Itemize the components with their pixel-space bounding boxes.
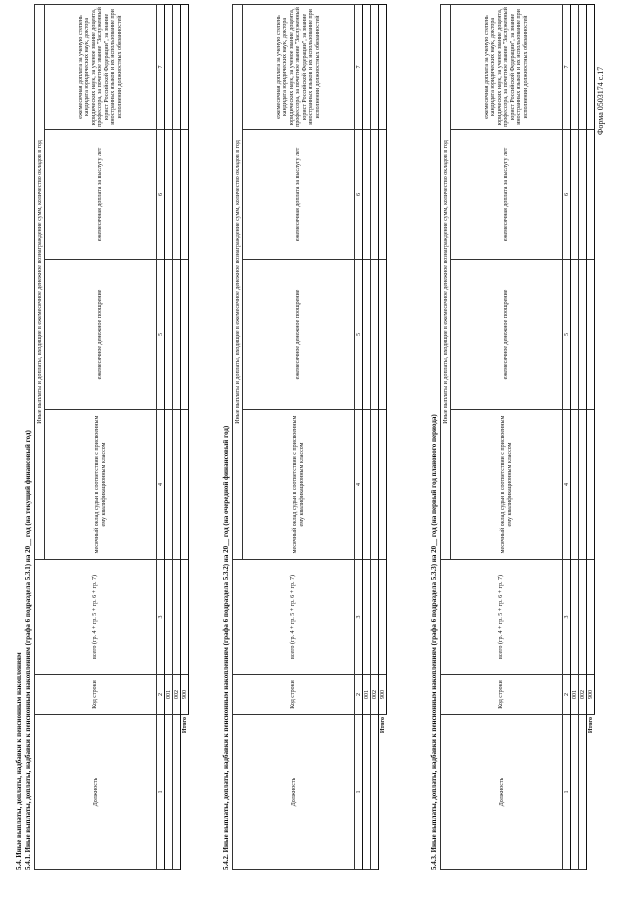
col-number: 7 <box>563 4 571 129</box>
table-cell[interactable] <box>379 410 387 560</box>
total-label: Итого <box>379 715 387 870</box>
table-cell[interactable] <box>571 130 579 260</box>
total-code: 900 <box>181 675 189 715</box>
col-group-header: Иные выплаты и доплаты, входящие в ежемесячное денежное вознаграждение сумм, количество окладов в год <box>441 4 451 559</box>
table-cell[interactable] <box>173 715 181 870</box>
table-cell[interactable] <box>165 4 173 129</box>
table-cell[interactable] <box>371 715 379 870</box>
table-cell[interactable] <box>173 560 181 675</box>
table-cell[interactable] <box>181 260 189 410</box>
table-cell[interactable] <box>165 130 173 260</box>
table-5-4-1 <box>34 4 189 870</box>
table-cell[interactable] <box>165 715 173 870</box>
col-incentive-header: ежемесячное денежное поощрение <box>243 260 355 410</box>
col-position-header: Должность <box>233 715 355 870</box>
table-cell[interactable] <box>379 4 387 129</box>
table-cell[interactable] <box>363 715 371 870</box>
col-position-header: Должность <box>35 715 157 870</box>
table-cell[interactable] <box>379 560 387 675</box>
col-number: 4 <box>563 410 571 560</box>
row-code: 002 <box>173 675 181 715</box>
table-cell[interactable] <box>571 410 579 560</box>
col-number: 6 <box>563 130 571 260</box>
col-total-header: всего (гр. 4 + гр. 5 + гр. 6 + гр. 7) <box>233 560 355 675</box>
table-cell[interactable] <box>173 4 181 129</box>
col-number: 1 <box>355 715 363 870</box>
col-allowance-header: ежемесячная доплата за выслугу лет <box>45 130 157 260</box>
col-incentive-header: ежемесячное денежное поощрение <box>451 260 563 410</box>
table-cell[interactable] <box>579 715 587 870</box>
col-number: 7 <box>355 4 363 129</box>
col-number: 2 <box>563 675 571 715</box>
col-total-header: всего (гр. 4 + гр. 5 + гр. 6 + гр. 7) <box>441 560 563 675</box>
table-cell[interactable] <box>173 130 181 260</box>
form-code: Форма 0503174 с.17 <box>596 66 605 135</box>
table-cell[interactable] <box>579 130 587 260</box>
total-code: 900 <box>587 675 595 715</box>
table-cell[interactable] <box>173 410 181 560</box>
col-academic-header: ежемесячная доплата за ученую степень кандидата юридических наук, доктора юридических наук, за ученое звание доцента, профессора, за почетное звание "Заслуженный юрист Российской Федерации", за знание иностранных языков и их использование при исполнении должностных обязанностей <box>243 4 355 129</box>
col-number: 1 <box>157 715 165 870</box>
table-cell[interactable] <box>173 260 181 410</box>
row-code: 001 <box>571 675 579 715</box>
table-cell[interactable] <box>571 715 579 870</box>
col-salary-header: месячный оклад судьи в соответствии с присвоенным ему квалификационным классом <box>243 410 355 560</box>
col-number: 6 <box>157 130 165 260</box>
col-academic-header: ежемесячная доплата за ученую степень кандидата юридических наук, доктора юридических наук, за ученое звание доцента, профессора, за почетное звание "Заслуженный юрист Российской Федерации", за знание иностранных языков и их использование при исполнении должностных обязанностей <box>45 4 157 129</box>
table-cell[interactable] <box>181 130 189 260</box>
table-cell[interactable] <box>165 410 173 560</box>
table-cell[interactable] <box>371 130 379 260</box>
col-number: 5 <box>355 260 363 410</box>
col-position-header: Должность <box>441 715 563 870</box>
table-cell[interactable] <box>363 410 371 560</box>
table-cell[interactable] <box>181 4 189 129</box>
table-cell[interactable] <box>571 560 579 675</box>
table-5-4-3 <box>440 4 595 870</box>
col-number: 5 <box>563 260 571 410</box>
row-code: 002 <box>579 675 587 715</box>
col-number: 7 <box>157 4 165 129</box>
col-number: 1 <box>563 715 571 870</box>
table-cell[interactable] <box>371 260 379 410</box>
table-cell[interactable] <box>379 130 387 260</box>
total-label: Итого <box>181 715 189 870</box>
table-cell[interactable] <box>587 560 595 675</box>
col-code-header: Код строки <box>233 675 355 715</box>
col-salary-header: месячный оклад судьи в соответствии с присвоенным ему квалификационным классом <box>45 410 157 560</box>
table-cell[interactable] <box>371 4 379 129</box>
col-code-header: Код строки <box>441 675 563 715</box>
col-salary-header: месячный оклад судьи в соответствии с присвоенным ему квалификационным классом <box>451 410 563 560</box>
table-cell[interactable] <box>579 4 587 129</box>
table-5-4-2 <box>232 4 387 870</box>
table-cell[interactable] <box>379 260 387 410</box>
col-number: 4 <box>157 410 165 560</box>
col-number: 2 <box>355 675 363 715</box>
table-cell[interactable] <box>587 4 595 129</box>
col-number: 4 <box>355 410 363 560</box>
col-number: 2 <box>157 675 165 715</box>
total-code: 900 <box>379 675 387 715</box>
col-code-header: Код строки <box>35 675 157 715</box>
col-number: 3 <box>563 560 571 675</box>
table-cell[interactable] <box>181 410 189 560</box>
table-cell[interactable] <box>587 130 595 260</box>
row-code: 001 <box>165 675 173 715</box>
table-cell[interactable] <box>579 410 587 560</box>
table-cell[interactable] <box>363 4 371 129</box>
section-5-4-2-heading: 5.4.2. Иные выплаты, доплаты, надбавки к пенсионным накоплениям (графа 6 подраздела 5.3.2) на 20__ год (на очередной финансовый год) <box>222 425 230 870</box>
table-cell[interactable] <box>571 260 579 410</box>
row-code: 002 <box>371 675 379 715</box>
section-5-4-1-heading: 5.4.1. Иные выплаты, доплаты, надбавки к пенсионным накоплениям (графа 6 подраздела 5.3.1) на 20__ год (на текущий финансовый год) <box>24 430 32 870</box>
table-cell[interactable] <box>165 560 173 675</box>
section-5-4-heading: 5.4. Иные выплаты, доплаты, надбавки к пенсионным накоплениям <box>15 652 23 870</box>
table-cell[interactable] <box>579 260 587 410</box>
col-group-header: Иные выплаты и доплаты, входящие в ежемесячное денежное вознаграждение сумм, количество окладов в год <box>35 4 45 559</box>
col-number: 3 <box>157 560 165 675</box>
col-incentive-header: ежемесячное денежное поощрение <box>45 260 157 410</box>
table-cell[interactable] <box>587 410 595 560</box>
section-5-4-3-heading: 5.4.3. Иные выплаты, доплаты, надбавки к пенсионным накоплениям (графа 6 подраздела 5.3.3) на 20__ год (на первый год планового периода) <box>430 414 438 870</box>
col-group-header: Иные выплаты и доплаты, входящие в ежемесячное денежное вознаграждение сумм, количество окладов в год <box>233 4 243 559</box>
table-cell[interactable] <box>363 260 371 410</box>
table-cell[interactable] <box>371 410 379 560</box>
col-total-header: всего (гр. 4 + гр. 5 + гр. 6 + гр. 7) <box>35 560 157 675</box>
table-cell[interactable] <box>571 4 579 129</box>
col-number: 5 <box>157 260 165 410</box>
col-academic-header: ежемесячная доплата за ученую степень кандидата юридических наук, доктора юридических наук, за ученое звание доцента, профессора, за почетное звание "Заслуженный юрист Российской Федерации", за знание иностранных языков и их использование при исполнении должностных обязанностей <box>451 4 563 129</box>
col-number: 3 <box>355 560 363 675</box>
total-label: Итого <box>587 715 595 870</box>
row-code: 001 <box>363 675 371 715</box>
table-cell[interactable] <box>165 260 173 410</box>
col-allowance-header: ежемесячная доплата за выслугу лет <box>451 130 563 260</box>
col-allowance-header: ежемесячная доплата за выслугу лет <box>243 130 355 260</box>
table-cell[interactable] <box>579 560 587 675</box>
col-number: 6 <box>355 130 363 260</box>
table-cell[interactable] <box>181 560 189 675</box>
table-cell[interactable] <box>371 560 379 675</box>
table-cell[interactable] <box>363 560 371 675</box>
table-cell[interactable] <box>363 130 371 260</box>
table-cell[interactable] <box>587 260 595 410</box>
